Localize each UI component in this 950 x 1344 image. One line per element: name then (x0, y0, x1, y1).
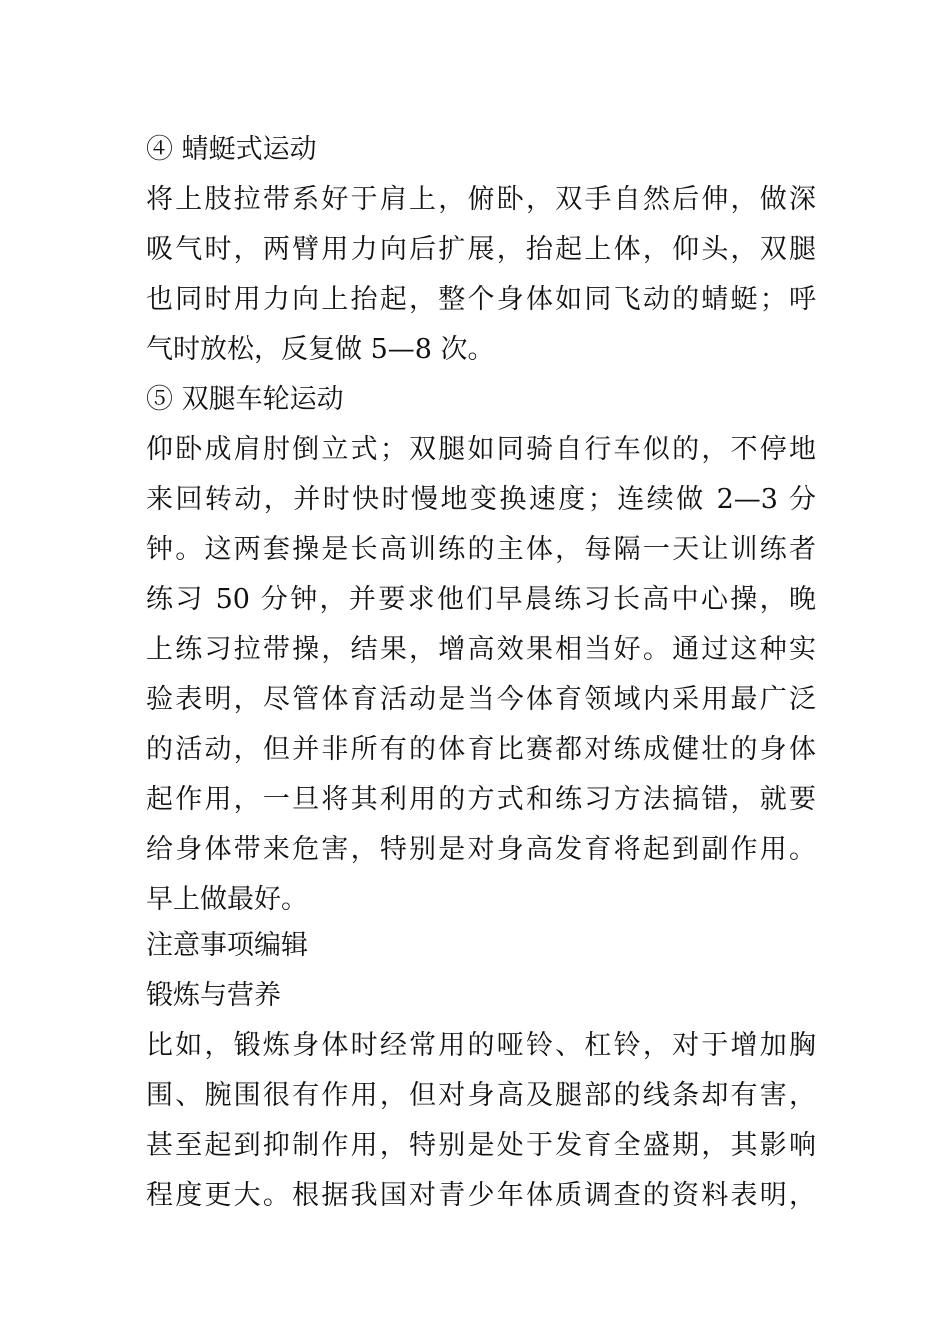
paragraph-line: 气时放松，反复做 5—8 次。 (146, 334, 495, 365)
paragraph-line: 比如，锻炼身体时经常用的哑铃、杠铃，对于增加胸 (146, 1030, 816, 1061)
section-heading-notes: 注意事项编辑 (146, 930, 308, 961)
paragraph-line: 将上肢拉带系好于肩上，俯卧，双手自然后伸，做深 (146, 184, 816, 215)
paragraph-line: 来回转动，并时快时慢地变换速度；连续做 2—3 分 (146, 484, 816, 515)
paragraph-line: 钟。这两套操是长高训练的主体，每隔一天让训练者 (146, 534, 816, 565)
paragraph-line: 吸气时，两臂用力向后扩展，抬起上体，仰头，双腿 (146, 234, 816, 265)
heading-leg-wheel-exercise: ⑤ 双腿车轮运动 (146, 384, 344, 415)
paragraph-line: 的活动，但并非所有的体育比赛都对练成健壮的身体 (146, 734, 816, 765)
paragraph-line: 给身体带来危害，特别是对身高发育将起到副作用。 (146, 834, 816, 865)
paragraph-line: 围、腕围很有作用，但对身高及腿部的线条却有害， (146, 1080, 816, 1111)
paragraph-line: 起作用，一旦将其利用的方式和练习方法搞错，就要 (146, 784, 816, 815)
paragraph-line: 练习 50 分钟，并要求他们早晨练习长高中心操，晚 (146, 584, 816, 615)
paragraph-line: 上练习拉带操，结果，增高效果相当好。通过这种实 (146, 634, 816, 665)
paragraph-line: 早上做最好。 (146, 884, 308, 915)
heading-dragonfly-exercise: ④ 蜻蜓式运动 (146, 134, 317, 165)
paragraph-line: 也同时用力向上抬起，整个身体如同飞动的蜻蜓；呼 (146, 284, 816, 315)
subheading-exercise-nutrition: 锻炼与营养 (146, 980, 281, 1011)
paragraph-line: 仰卧成肩肘倒立式；双腿如同骑自行车似的，不停地 (146, 434, 816, 465)
paragraph-line: 程度更大。根据我国对青少年体质调查的资料表明， (146, 1180, 816, 1211)
paragraph-line: 甚至起到抑制作用，特别是处于发育全盛期，其影响 (146, 1130, 816, 1161)
paragraph-line: 验表明，尽管体育活动是当今体育领域内采用最广泛 (146, 684, 816, 715)
